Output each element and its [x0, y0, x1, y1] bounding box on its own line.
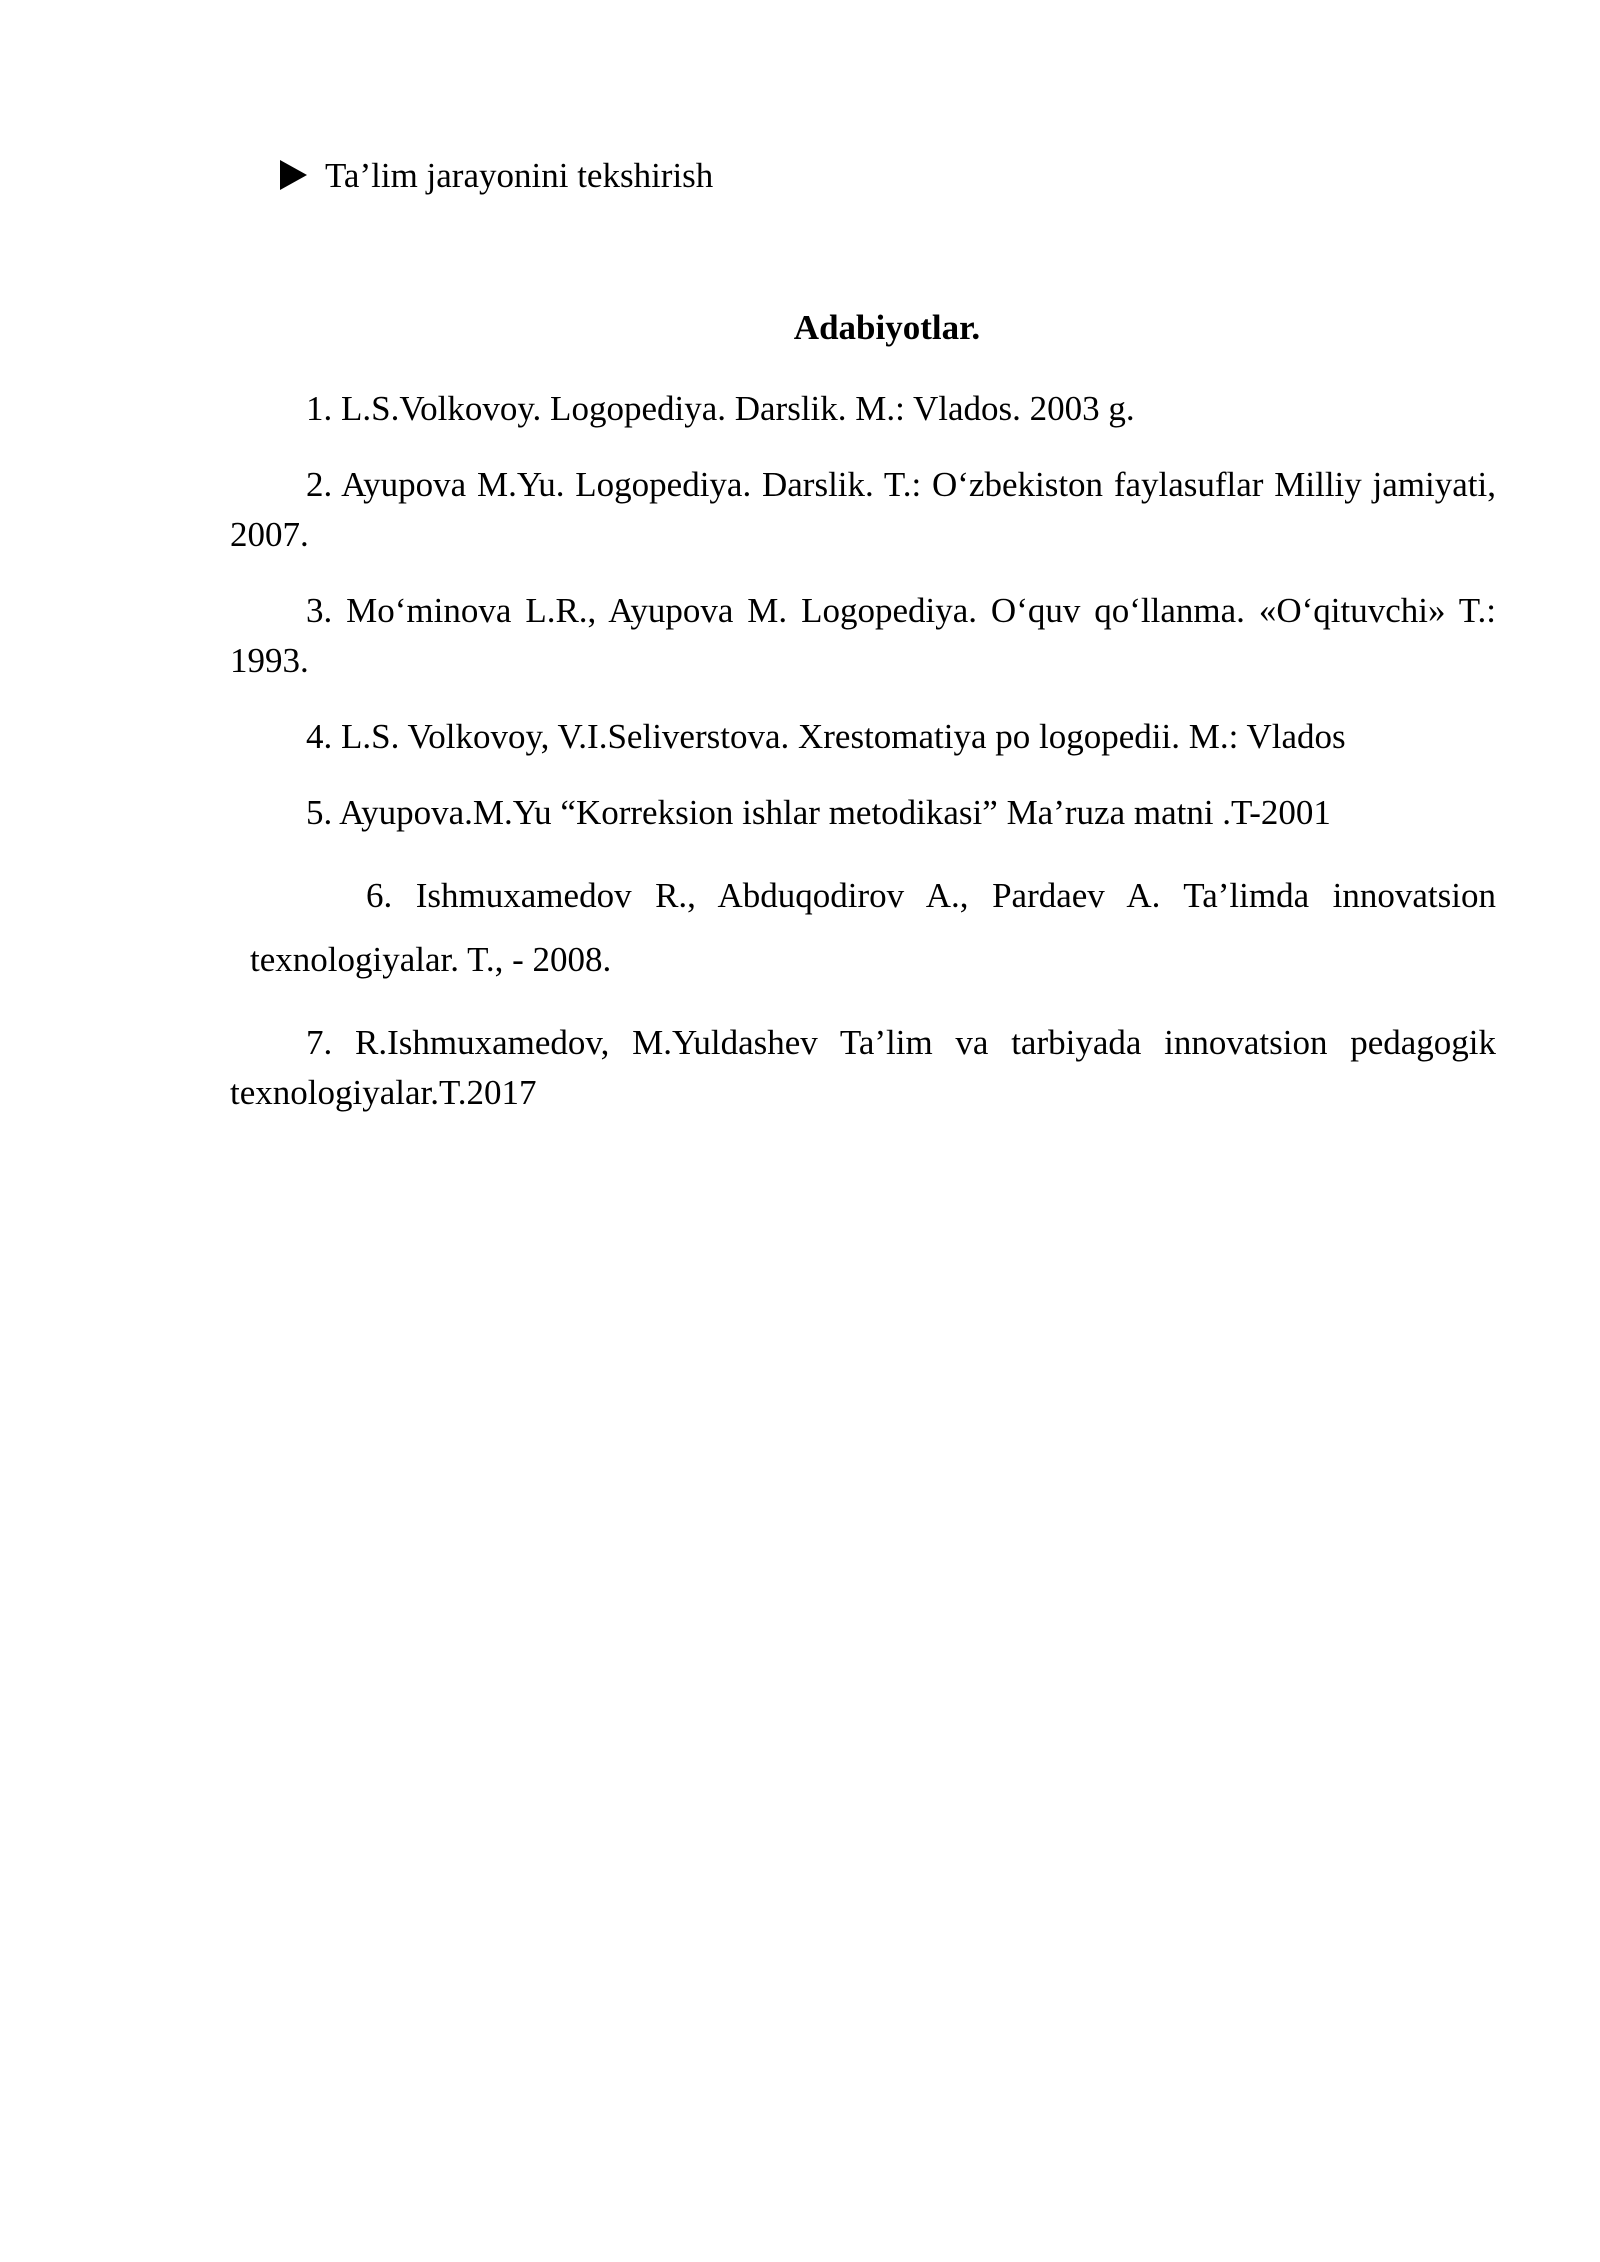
references-list	[230, 384, 1496, 1144]
references-heading: Adabiyotlar.	[793, 308, 981, 347]
bullet-text: Ta’lim jarayonini tekshirish	[325, 156, 714, 195]
reference-item-5: 5. Ayupova.M.Yu “Korreksion ishlar metodikasi” Ma’ruza matni .T-2001	[306, 793, 1331, 832]
reference-item-2: 2. Ayupova M.Yu. Logopediya. Darslik. T.: O‘zbekiston faylasuflar Milliy jamiyati, 2007.	[230, 465, 1496, 554]
reference-item-7: 7. R.Ishmuxamedov, M.Yuldashev Ta’lim va tarbiyada innovatsion pedagogik texnologiyalar.T.2017	[230, 1023, 1496, 1112]
reference-item-1: 1. L.S.Volkovoy. Logopediya. Darslik. M.: Vlados. 2003 g.	[306, 389, 1135, 428]
triangle-bullet-icon	[280, 160, 307, 190]
reference-item-6: 6. Ishmuxamedov R., Abduqodirov A., Pardaev A. Ta’limda innovatsion texnologiyalar. T., - 2008.	[250, 876, 1496, 979]
reference-item-4: 4. L.S. Volkovoy, V.I.Seliverstova. Xrestomatiya po logopedii. M.: Vlados	[306, 717, 1346, 756]
reference-item-3: 3. Mo‘minova L.R., Ayupova M. Logopediya. O‘quv qo‘llanma. «O‘qituvchi» T.: 1993.	[230, 591, 1496, 680]
bullet-item	[280, 152, 713, 200]
